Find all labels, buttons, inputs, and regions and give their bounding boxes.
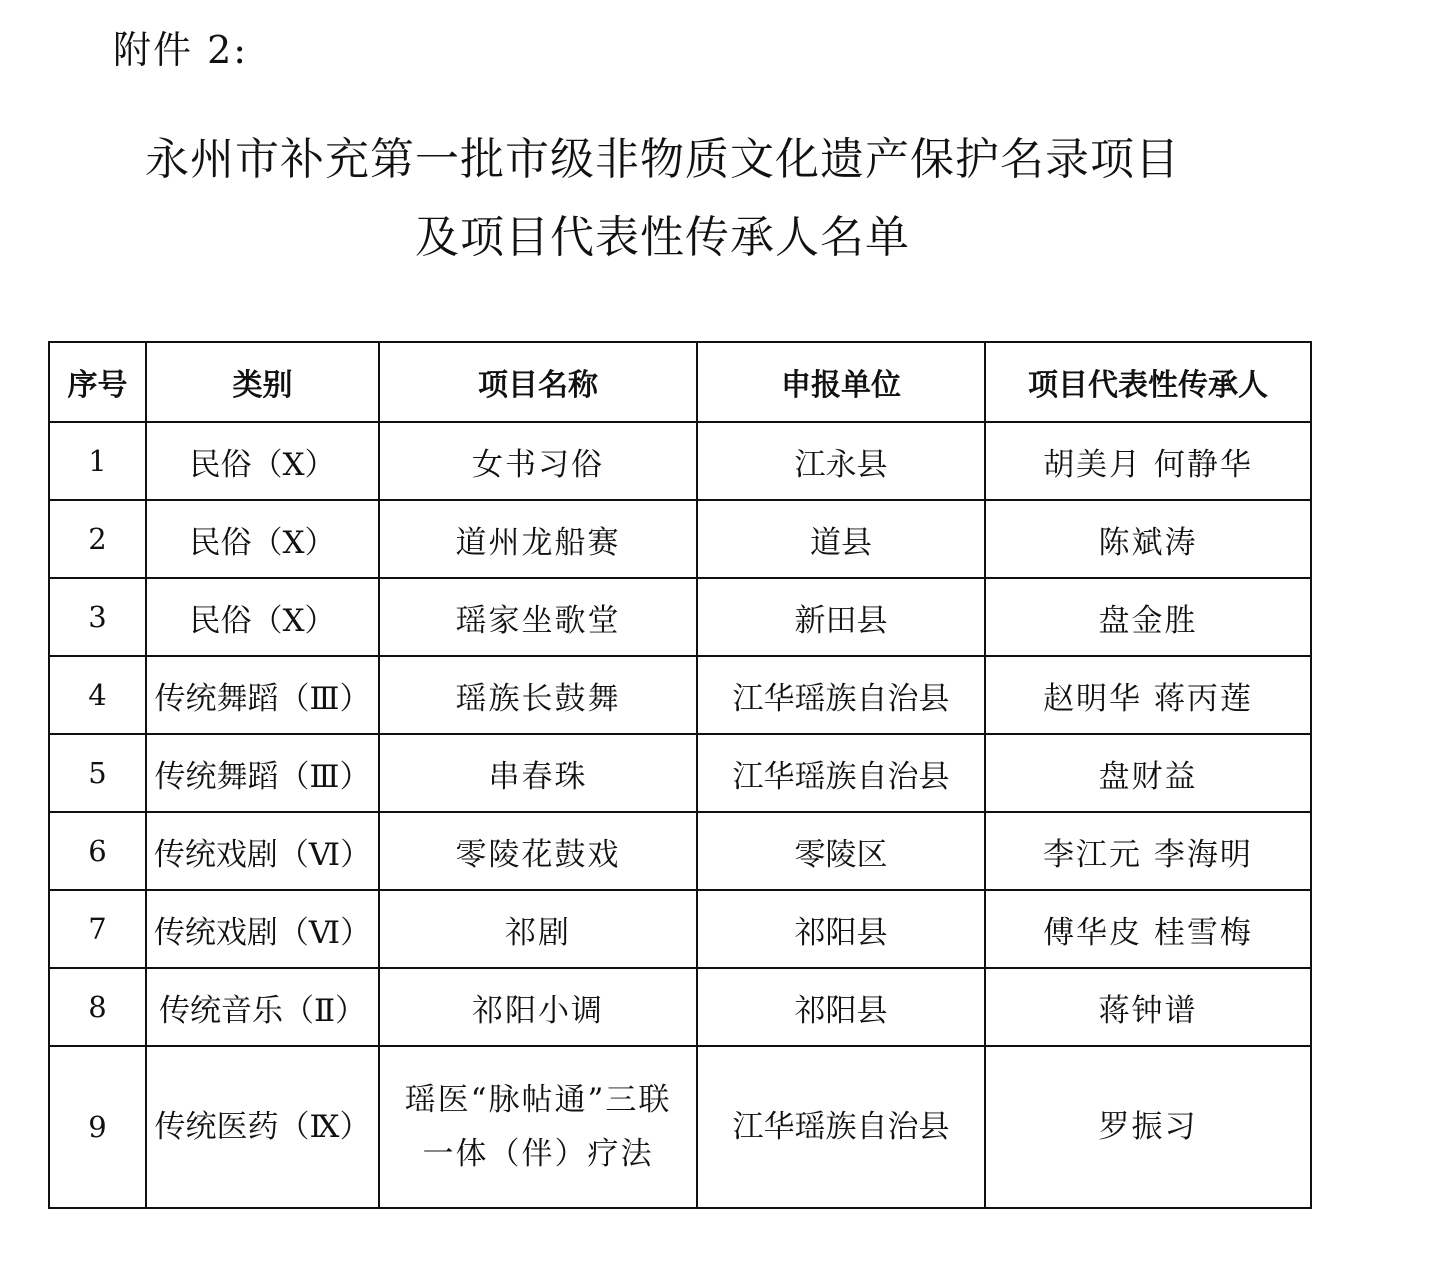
table-row (49, 578, 1311, 656)
row-number: 6 (49, 812, 146, 890)
row-inheritor: 傅华皮 桂雪梅 (985, 890, 1311, 968)
row-project: 瑶家坐歌堂 (379, 578, 697, 656)
row-inheritor: 蒋钟谱 (985, 968, 1311, 1046)
row-number: 8 (49, 968, 146, 1046)
table-row (49, 890, 1311, 968)
document-title-line1: 永州市补充第一批市级非物质文化遗产保护名录项目 (145, 134, 1180, 185)
row-category: 民俗（X） (146, 500, 379, 578)
attachment-label: 附件 2: (113, 28, 249, 72)
row-category: 传统戏剧（Ⅵ） (146, 812, 379, 890)
row-project-line1: 瑶医“脉帖通”三联 (404, 1082, 672, 1118)
row-inheritor: 罗振习 (985, 1046, 1311, 1208)
row-category: 民俗（X） (146, 422, 379, 500)
table-header-row (49, 342, 1311, 422)
row-unit: 江华瑶族自治县 (697, 734, 985, 812)
row-project (379, 1046, 697, 1208)
row-number: 9 (49, 1046, 146, 1208)
document-title-line2: 及项目代表性传承人名单 (415, 212, 910, 263)
row-number: 5 (49, 734, 146, 812)
row-number: 4 (49, 656, 146, 734)
row-inheritor: 李江元 李海明 (985, 812, 1311, 890)
row-inheritor: 胡美月 何静华 (985, 422, 1311, 500)
table-row (49, 656, 1311, 734)
column-header-project: 项目名称 (379, 342, 697, 422)
row-unit: 江华瑶族自治县 (697, 656, 985, 734)
table-row (49, 500, 1311, 578)
row-unit: 零陵区 (697, 812, 985, 890)
row-inheritor: 盘金胜 (985, 578, 1311, 656)
row-inheritor: 陈斌涛 (985, 500, 1311, 578)
row-project: 女书习俗 (379, 422, 697, 500)
column-header-category: 类别 (146, 342, 379, 422)
row-category: 传统舞蹈（Ⅲ） (146, 734, 379, 812)
row-category: 民俗（X） (146, 578, 379, 656)
row-category: 传统戏剧（Ⅵ） (146, 890, 379, 968)
row-project: 祁阳小调 (379, 968, 697, 1046)
table-row (49, 1046, 1311, 1208)
column-header-unit: 申报单位 (697, 342, 985, 422)
row-unit: 江永县 (697, 422, 985, 500)
row-project: 道州龙船赛 (379, 500, 697, 578)
table-row (49, 734, 1311, 812)
row-inheritor: 盘财益 (985, 734, 1311, 812)
row-number: 3 (49, 578, 146, 656)
row-unit: 道县 (697, 500, 985, 578)
row-project: 串春珠 (379, 734, 697, 812)
table-row (49, 968, 1311, 1046)
table-row (49, 422, 1311, 500)
row-number: 1 (49, 422, 146, 500)
row-project: 祁剧 (379, 890, 697, 968)
row-project-line2: 一体（伴）疗法 (422, 1136, 654, 1172)
row-inheritor: 赵明华 蒋丙莲 (985, 656, 1311, 734)
row-unit: 祁阳县 (697, 968, 985, 1046)
row-category: 传统医药（Ⅸ） (146, 1046, 379, 1208)
row-unit: 新田县 (697, 578, 985, 656)
row-project: 瑶族长鼓舞 (379, 656, 697, 734)
row-unit: 祁阳县 (697, 890, 985, 968)
column-header-inheritor: 项目代表性传承人 (985, 342, 1311, 422)
row-category: 传统音乐（Ⅱ） (146, 968, 379, 1046)
row-unit: 江华瑶族自治县 (697, 1046, 985, 1208)
row-category: 传统舞蹈（Ⅲ） (146, 656, 379, 734)
row-project: 零陵花鼓戏 (379, 812, 697, 890)
table-row (49, 812, 1311, 890)
column-header-number: 序号 (49, 342, 146, 422)
heritage-roster-table (48, 341, 1312, 1209)
row-number: 2 (49, 500, 146, 578)
row-number: 7 (49, 890, 146, 968)
